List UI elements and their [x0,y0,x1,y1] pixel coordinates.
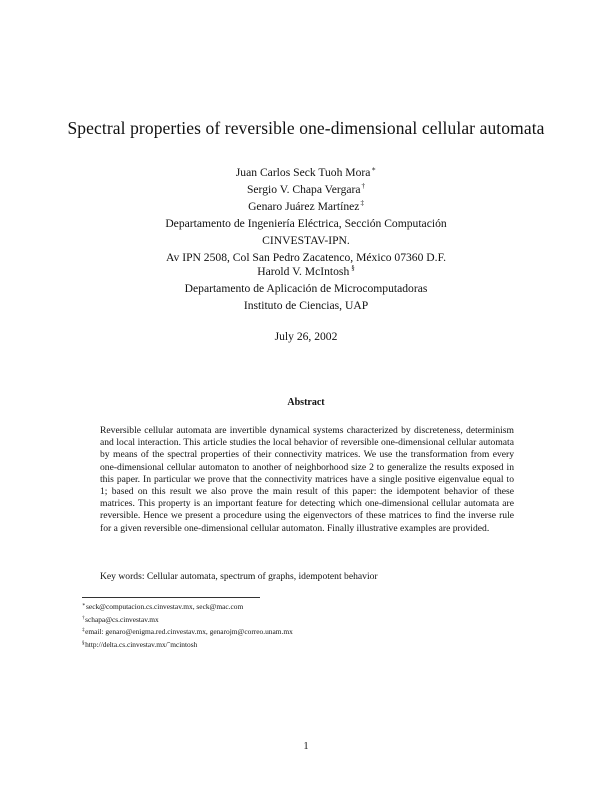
author-1 [0,164,612,181]
footnote [82,614,522,627]
author-name: Genaro Juárez Martínez [248,200,360,213]
abstract-heading: Abstract [287,397,325,408]
author-4 [0,263,612,280]
affiliation-line: CINVESTAV-IPN. [262,234,350,247]
abstract-text: Reversible cellular automata are invertible dynamical systems characterized by discreteness, determinism and local interaction. This article studies the local behavior of reversible one-dimensional cellular automata by means of the spectral properties of their connectivity matrices. We use the transformation from every one-dimensional cellular automaton to another of neighborhood size 2 to generalize the results exposed in this paper. In particular we prove that the connectivity matrices have a single positive eigenvalue equal to 1; based on this result we also prove the main result of this paper: the idempotent behavior of these matrices. This property is an important feature for detecting which one-dimensional cellular automata are reversible. Hence we present a procedure using the eigenvectors of these matrices to find the inverse rule for a given reversible one-dimensional cellular automaton. Finally illustrative examples are provided. [100,425,514,534]
footnote-mark: § [82,639,85,646]
paper-date: July 26, 2002 [274,330,338,343]
author-name: Juan Carlos Seck Tuoh Mora [235,166,371,179]
footnotes [82,601,522,651]
footnote-mark: † [361,182,366,190]
footnote-mark: † [82,614,85,621]
footnote [82,626,522,639]
footnote-divider [82,597,260,598]
footnote [82,601,522,614]
keywords: Key words: Cellular automata, spectrum of graphs, idempotent behavior [100,571,378,582]
affiliation-line: Instituto de Ciencias, UAP [243,299,369,312]
footnote-text: seck@computacion.cs.cinvestav.mx, seck@mac.com [86,602,244,611]
footnote-text: schapa@cs.cinvestav.mx [85,614,159,624]
paper-title: Spectral properties of reversible one-dimensional cellular automata [67,118,545,138]
footnote-mark: § [351,264,355,272]
author-name: Harold V. McIntosh [257,265,350,278]
author-block-2 [0,263,612,314]
author-3 [0,198,612,215]
footnote [82,639,522,652]
footnote-text: email: genaro@enigma.red.cinvestav.mx, genarojm@correo.unam.mx [85,627,293,637]
footnote-mark: ∗ [82,602,86,608]
author-2 [0,181,612,198]
footnote-mark: ‡ [360,199,364,207]
footnote-mark: ‡ [82,627,85,634]
affiliation-line: Av IPN 2508, Col San Pedro Zacatenco, México 07360 D.F. [166,251,446,264]
footnote-text: http://delta.cs.cinvestav.mx/˜mcintosh [85,639,198,649]
footnote-mark: ∗ [371,165,377,173]
author-name: Sergio V. Chapa Vergara [246,183,361,196]
page-number: 1 [303,741,309,752]
affiliation-line: Departamento de Aplicación de Microcomputadoras [184,282,428,295]
author-block [0,164,612,266]
affiliation-line: Departamento de Ingeniería Eléctrica, Sección Computación [165,217,447,230]
